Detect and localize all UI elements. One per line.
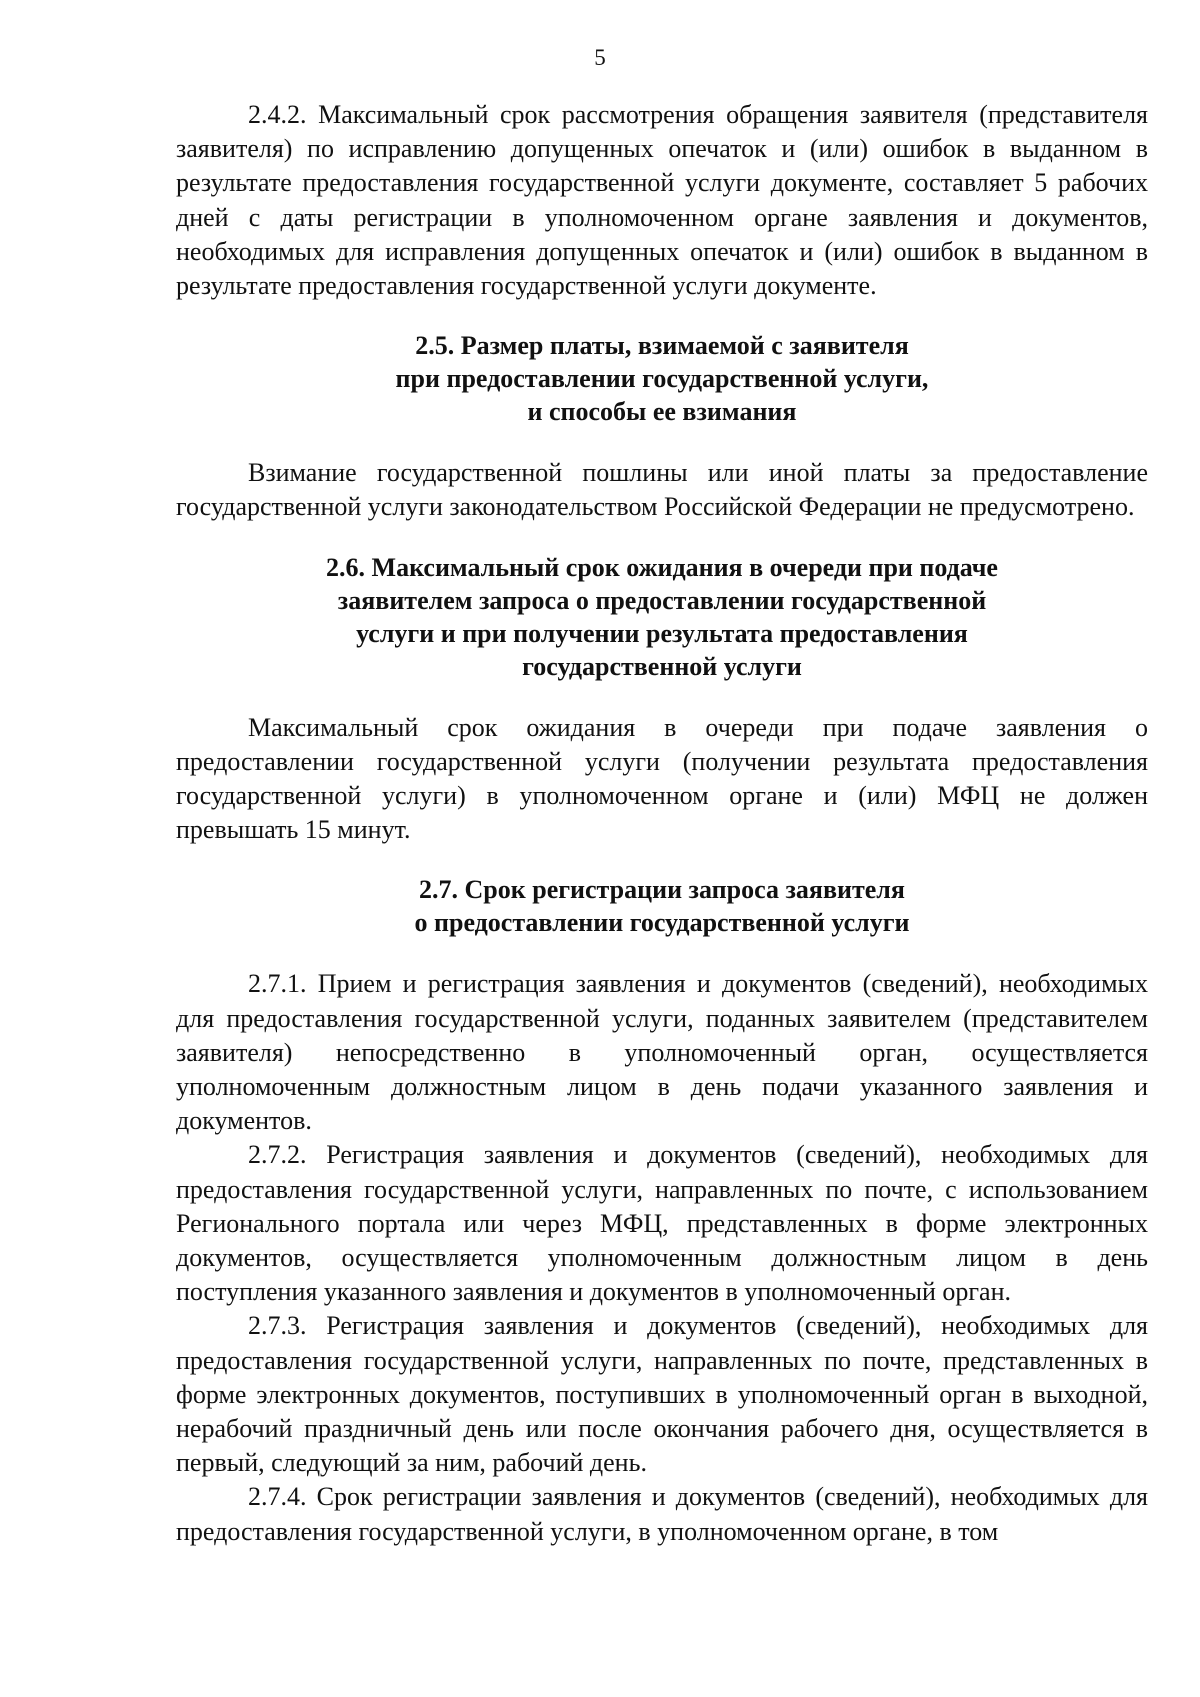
heading-line: 2.7. Срок регистрации запроса заявителя	[419, 875, 905, 905]
heading-line: государственной услуги	[522, 651, 802, 681]
paragraph-2-6: Максимальный срок ожидания в очереди при подаче заявления о предоставлении государственной услуги (получении результата предоставления государственной услуги) в уполномоченном органе и (или) МФЦ не должен превышать 15 минут.	[176, 712, 1148, 845]
heading-line: при предоставлении государственной услуги,	[395, 364, 929, 394]
paragraph-2-5: Взимание государственной пошлины или иной платы за предоставление государственной услуги законодательством Российской Федерации не предусмотрено.	[176, 458, 1148, 522]
heading-line: 2.6. Максимальный срок ожидания в очереди при подаче	[326, 552, 998, 582]
heading-line: 2.5. Размер платы, взимаемой с заявителя	[415, 331, 909, 361]
heading-line: услуги и при получении результата предоставления	[356, 618, 968, 648]
paragraph-2-7-4: 2.7.4. Срок регистрации заявления и документов (сведений), необходимых для предоставления государственной услуги, в уполномоченном органе, в том	[176, 1482, 1148, 1546]
paragraph-2-7-1: 2.7.1. Прием и регистрация заявления и документов (сведений), необходимых для предоставления государственной услуги, поданных заявителем (представителем заявителя) непосредственно в уполномоченный орган, осуществляется уполномоченным должностным лицом в день подачи указанного заявления и документов.	[176, 969, 1148, 1136]
paragraph-2-7-2: 2.7.2. Регистрация заявления и документов (сведений), необходимых для предоставления государственной услуги, направленных по почте, с использованием Регионального портала или через МФЦ, представленных в форме электронных документов, осуществляется уполномоченным должностным лицом в день поступления указанного заявления и документов в уполномоченный орган.	[176, 1140, 1148, 1307]
paragraph-2-7-3: 2.7.3. Регистрация заявления и документов (сведений), необходимых для предоставления государственной услуги, направленных по почте, представленных в форме электронных документов, поступивших в уполномоченный орган в выходной, нерабочий праздничный день или после окончания рабочего дня, осуществляется в первый, следующий за ним, рабочий день.	[176, 1311, 1148, 1478]
paragraph-2-4-2: 2.4.2. Максимальный срок рассмотрения обращения заявителя (представителя заявителя) по исправлению допущенных опечаток и (или) ошибок в выданном в результате предоставления государственной услуги документе, составляет 5 рабочих дней с даты регистрации в уполномоченном органе заявления и документов, необходимых для исправления допущенных опечаток и (или) ошибок в выданном в результате предоставления государственной услуги документе.	[176, 100, 1148, 301]
heading-2-7	[176, 873, 1148, 939]
heading-2-6	[176, 551, 1148, 683]
heading-line: и способы ее взимания	[527, 397, 797, 427]
heading-line: о предоставлении государственной услуги	[414, 908, 910, 938]
page-number: 5	[594, 45, 606, 70]
heading-line: заявителем запроса о предоставлении государственной	[337, 585, 987, 615]
document-body	[176, 98, 1148, 1549]
heading-2-5	[176, 329, 1148, 428]
